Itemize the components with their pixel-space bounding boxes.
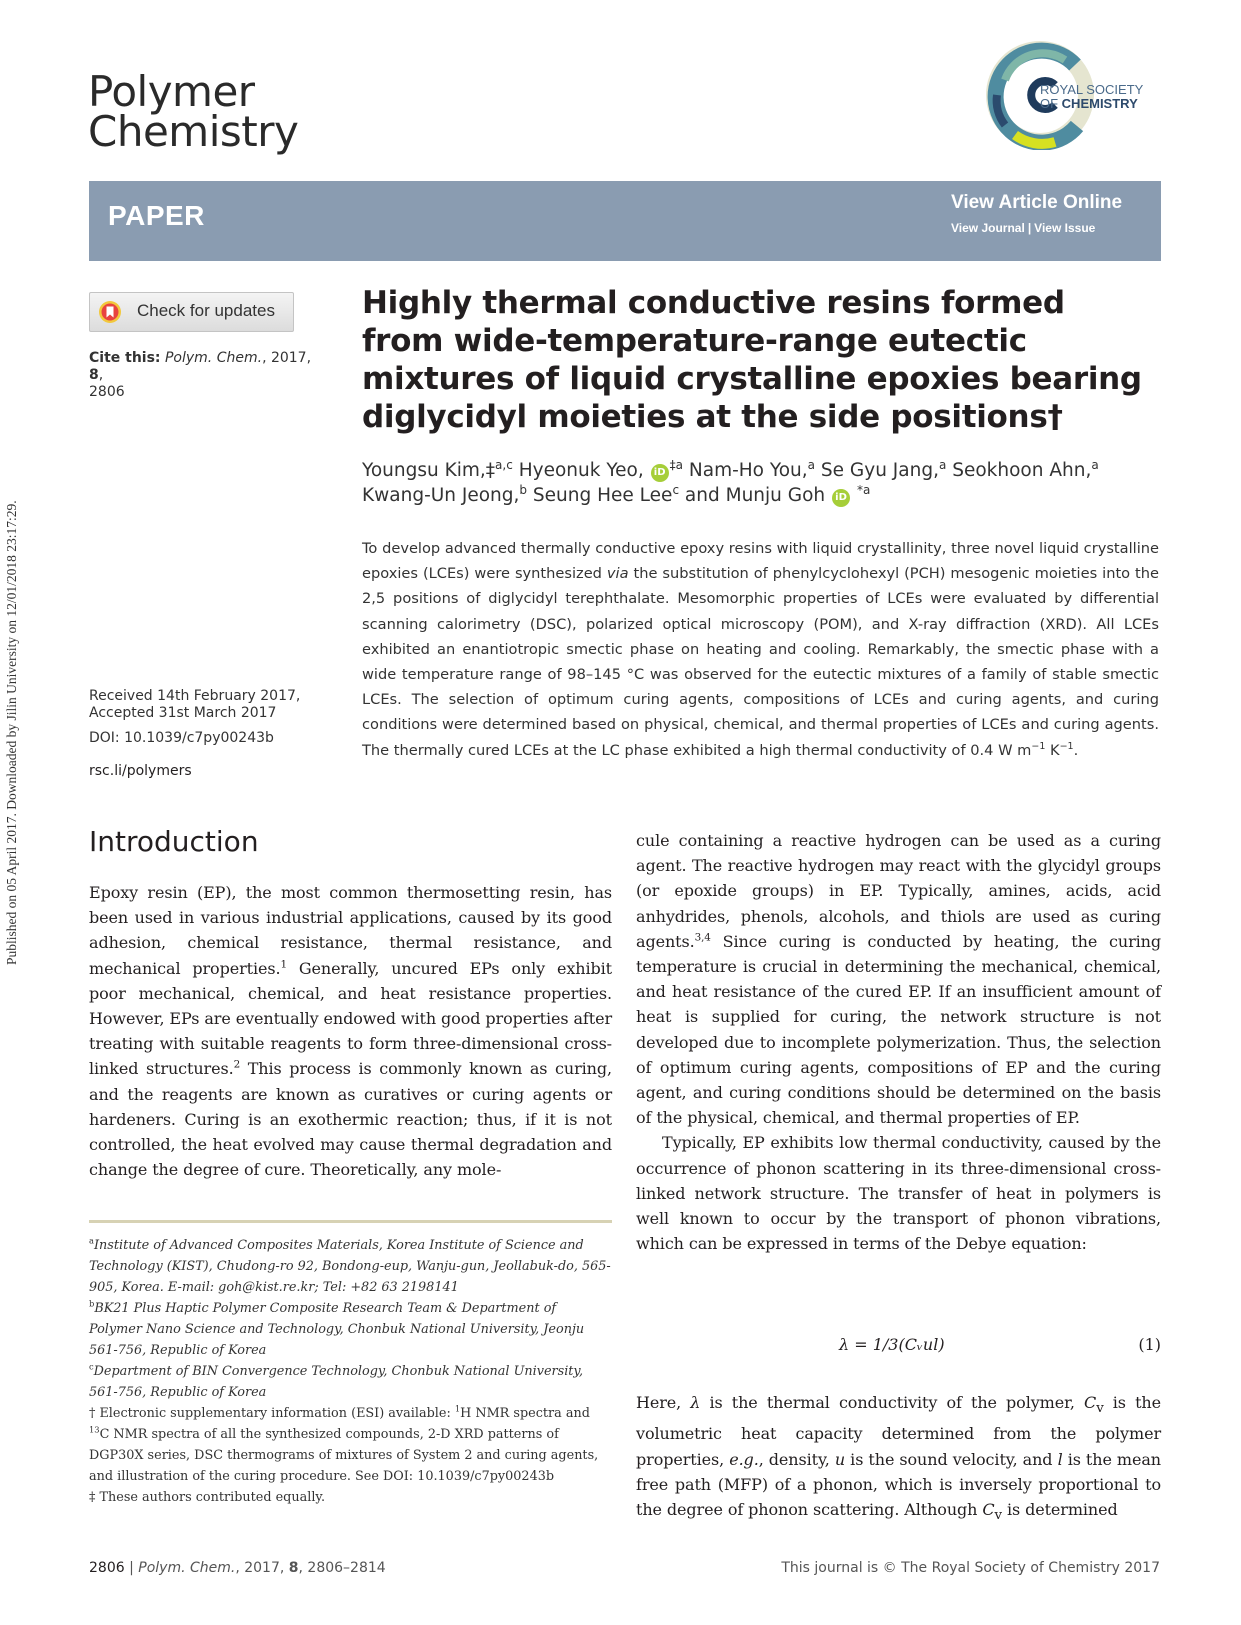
check-for-updates-label: Check for updates	[137, 301, 275, 320]
page-footer-copyright: This journal is © The Royal Society of Chemistry 2017	[781, 1560, 1160, 1576]
footnote-affiliation-a	[89, 1235, 612, 1298]
citation-link[interactable]: 3,4	[694, 931, 711, 944]
author-name[interactable]: Seung Hee Lee	[527, 485, 673, 506]
equation-1	[636, 1335, 1161, 1365]
symbol: C	[982, 1500, 995, 1519]
footer-volume: 8	[288, 1560, 299, 1576]
paragraph-text: is the mean free path (MFP) of a phonon, which is inversely proportional to the degree of phonon scattering. Although	[636, 1449, 1162, 1519]
abstract-text: K	[1045, 741, 1060, 759]
footnote-equal-contribution: ‡ These authors contributed equally.	[89, 1490, 326, 1505]
symbol: e.g.	[729, 1449, 759, 1469]
equation-number: (1)	[1138, 1335, 1161, 1354]
footer-pages: , 2806–2814	[298, 1560, 386, 1576]
footnote-mark: b	[89, 1298, 95, 1309]
footnotes	[89, 1235, 612, 1508]
symbol-sub: v	[994, 1508, 1002, 1524]
orcid-icon[interactable]: iD	[832, 489, 850, 507]
footer-year: , 2017,	[235, 1560, 289, 1576]
bookmark-badge-icon	[98, 300, 122, 324]
footnote-affiliation-c	[89, 1361, 612, 1403]
footnote-mark: c	[89, 1361, 94, 1372]
rsc-logo-chemistry: CHEMISTRY	[1061, 96, 1138, 111]
citation-link[interactable]: 1	[280, 958, 287, 971]
footnote-text: H NMR spectra and	[460, 1406, 590, 1421]
paragraph	[636, 828, 1161, 1130]
abstract-text: the substitution of phenylcyclohexyl (PCH) mesogenic moieties into the 2,5 positions of diglycidyl terephthalate. Mesomorphic properties of LCEs were evaluated by differential scanning calorimetry (DSC), polarized optical microscopy (POM), and X-ray diffraction (XRD). All LCEs exhibited an enantiotropic smectic phase on heating and cooling. Remarkably, the smectic phase with a wide temperature range of 98–145 °C was observed for the eutectic mixtures of a family of stable smectic LCEs. The selection of optimum curing agents, compositions of LCEs and curing agents, and curing conditions were determined based on physical, chemical, and thermal properties of LCEs and curing agents. The thermally cured LCEs at the LC phase exhibited a high thermal conductivity of 0.4 W m	[362, 565, 1159, 759]
paragraph-text: is the thermal conductivity of the polymer,	[700, 1393, 1085, 1412]
view-links	[951, 221, 1095, 235]
symbol: λ	[690, 1393, 701, 1412]
author-affiliation: a	[1091, 457, 1099, 472]
abstract-sup: −1	[1059, 740, 1074, 752]
cite-page: 2806	[89, 384, 125, 400]
footnote-sup: 13	[89, 1424, 100, 1435]
abstract-sup: −1	[1031, 740, 1046, 752]
page-number: 2806	[89, 1560, 125, 1576]
abstract	[362, 536, 1159, 763]
abstract-text: .	[1073, 741, 1079, 759]
footnote-text: Institute of Advanced Composites Materials, Korea Institute of Science and Technology (KIST), Chudong-ro 92, Bondong-eup, Wanju-gun, Jeollabuk-do, 565-905, Korea. E-mail: goh@kist.re.kr; Tel: +82 63 2198141	[89, 1238, 611, 1295]
paragraph	[89, 880, 612, 1182]
author-affiliation: a	[807, 457, 816, 472]
rsc-logo-text	[1040, 83, 1143, 111]
section-heading-introduction: Introduction	[89, 825, 259, 858]
journal-link[interactable]: rsc.li/polymers	[89, 763, 192, 779]
author-affiliation: a,c	[495, 457, 513, 472]
symbol: u	[834, 1449, 846, 1469]
body-column-left	[89, 880, 612, 1182]
paragraph-text: is determined	[1001, 1500, 1118, 1519]
cite-year: , 2017,	[262, 350, 312, 366]
view-issue-link[interactable]: View Issue	[1034, 221, 1096, 235]
journal-title-line1: Polymer	[88, 67, 255, 116]
body-column-right	[636, 828, 1161, 1256]
cite-journal: Polym. Chem.	[164, 350, 263, 366]
paragraph-text: Here,	[636, 1393, 691, 1412]
author-name[interactable]: Se Gyu Jang,	[815, 460, 939, 481]
orcid-icon[interactable]: iD	[651, 464, 669, 482]
rsc-logo-line1: ROYAL SOCIETY	[1040, 82, 1144, 97]
author-name[interactable]: Hyeonuk Yeo,	[512, 460, 644, 481]
author-name[interactable]: Seokhoon Ahn,	[946, 460, 1092, 481]
paragraph	[636, 1390, 1161, 1528]
cite-pages-sep: ,	[98, 367, 104, 383]
footnote-text: Department of BIN Convergence Technology, Chonbuk National University, 561-756, Republic of Korea	[89, 1364, 584, 1400]
cite-volume: 8	[89, 367, 99, 383]
footnote-sup: 1	[454, 1403, 461, 1414]
paragraph-text: Since curing is conducted by heating, the curing temperature is crucial in determining the mechanical, chemical, and heat resistance of the cured EP. If an insufficient amount of heat is supplied for curing, the network structure is not developed due to incomplete polymerization. Thus, the selection of optimum curing agents, compositions of EP and the curing agent, and curing conditions should be determined on the basis of the physical, chemical, and thermal properties of EP.	[636, 931, 1161, 1128]
footnote-divider	[89, 1220, 612, 1223]
paragraph-text: Generally, uncured EPs only exhibit poor mechanical, chemical, and heat resistance properties. However, EPs are eventually endowed with good properties after treating with suitable reagents to form three-dimensional cross-linked structures.	[89, 958, 612, 1079]
abstract-text: To develop advanced thermally conductive epoxy resins with liquid crystallinity, three novel liquid crystalline epoxies (LCEs) were synthesized	[362, 540, 1159, 583]
view-article-online-link[interactable]: View Article Online	[951, 192, 1123, 213]
article-dates	[89, 688, 329, 722]
download-stamp: Published on 05 April 2017. Downloaded by Jilin University on 12/01/2018 23:17:29.	[4, 500, 19, 965]
rsc-logo-of: OF	[1040, 96, 1062, 111]
doi[interactable]: DOI: 10.1039/c7py00243b	[89, 730, 274, 746]
footnote-text: BK21 Plus Haptic Polymer Composite Research Team & Department of Polymer Nano Science and Technology, Chonbuk National University, Jeonju 561-756, Republic of Korea	[89, 1301, 585, 1358]
article-type-label: PAPER	[108, 200, 205, 231]
rsc-logo-line2	[1040, 97, 1143, 111]
cite-label: Cite this:	[89, 350, 161, 366]
check-for-updates-button[interactable]	[89, 292, 294, 332]
abstract-via: via	[606, 565, 629, 583]
paragraph-text: Epoxy resin (EP), the most common thermosetting resin, has been used in various industrial applications, caused by its good adhesion, chemical resistance, thermal resistance, and mechanical properties.	[89, 883, 612, 978]
author-name[interactable]: Nam-Ho You,	[683, 460, 808, 481]
symbol: C	[1084, 1393, 1097, 1412]
symbol: l	[1057, 1449, 1063, 1469]
symbol-sub: v	[1096, 1401, 1104, 1417]
author-affiliation: ‡a	[669, 457, 684, 472]
footnote-affiliation-b	[89, 1298, 612, 1361]
view-journal-link[interactable]: View Journal	[951, 221, 1025, 235]
received-date: Received 14th February 2017,	[89, 688, 301, 704]
page-footer-left	[89, 1560, 386, 1576]
journal-title-line2: Chemistry	[88, 107, 299, 156]
paragraph-text: This process is commonly known as curing, and the reagents are known as curatives or curing agents or hardeners. Curing is an exothermic reaction; thus, if it is not controlled, the heat evolved may cause thermal degradation and change the degree of cure. Theoretically, any mole-	[89, 1059, 612, 1180]
footnote-text: † Electronic supplementary information (ESI) available:	[89, 1406, 455, 1421]
author-name[interactable]: Kwang-Un Jeong,	[362, 485, 520, 506]
paragraph-text: , density,	[758, 1449, 835, 1469]
author-affiliation: a	[938, 457, 947, 472]
footnote-esi	[89, 1403, 612, 1487]
body-column-right-continued	[636, 1390, 1161, 1528]
equation-formula: λ = 1/3(Cᵥul)	[839, 1335, 945, 1354]
paragraph-text: is the volumetric heat capacity determined from the polymer properties,	[636, 1393, 1161, 1469]
paragraph-text: is the sound velocity, and	[845, 1449, 1058, 1469]
cite-this	[89, 350, 329, 401]
footnote-text: C NMR spectra of all the synthesized compounds, 2-D XRD patterns of DGP30X series, DSC thermograms of mixtures of System 2 and curing agents, and illustration of the curing procedure. See DOI: 10.1039/c7py00243b	[89, 1427, 599, 1484]
paragraph-text: cule containing a reactive hydrogen can be used as a curing agent. The reactive hydrogen may react with the glycidyl groups (or epoxide groups) in EP. Typically, amines, acids, acid anhydrides, phenols, alcohols, and thiols are used as curing agents.	[636, 831, 1161, 951]
footer-sep: |	[124, 1560, 139, 1576]
accepted-date: Accepted 31st March 2017	[89, 705, 277, 721]
link-separator: |	[1027, 221, 1032, 235]
author-affiliation: b	[519, 482, 528, 497]
footer-journal: Polym. Chem.	[138, 1560, 236, 1576]
journal-title[interactable]	[88, 67, 299, 156]
author-affiliation: c	[672, 482, 680, 497]
paragraph: Typically, EP exhibits low thermal conductivity, caused by the occurrence of phonon scattering in its three-dimensional cross-linked network structure. The transfer of heat in polymers is well known to occur by the transport of phonon vibrations, which can be expressed in terms of the Debye equation:	[636, 1133, 1161, 1254]
article-title: Highly thermal conductive resins formed from wide-temperature-range eutectic mixtures of liquid crystalline epoxies bearing diglycidyl moieties at the side positions†	[362, 285, 1142, 435]
author-list	[362, 458, 1162, 508]
citation-link[interactable]: 2	[233, 1059, 241, 1072]
author-name[interactable]: Youngsu Kim,‡	[362, 460, 496, 481]
author-affiliation: *a	[856, 482, 871, 497]
author-name[interactable]: and Munju Goh	[679, 485, 826, 506]
footnote-mark: a	[89, 1235, 94, 1246]
